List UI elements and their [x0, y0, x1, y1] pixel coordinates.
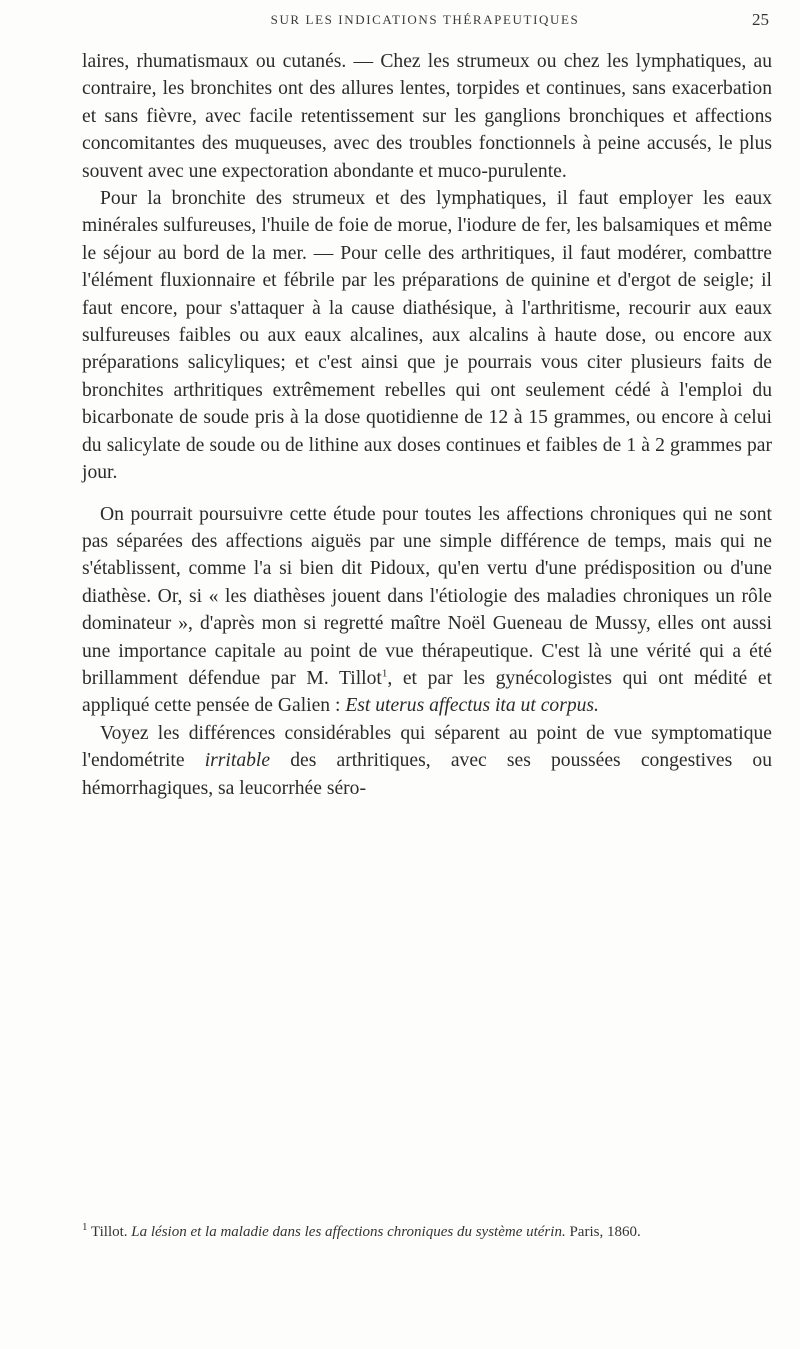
running-head: SUR LES INDICATIONS THÉRAPEUTIQUES — [270, 12, 580, 27]
footnote-marker: 1 — [82, 1221, 88, 1233]
footnote-title: La lésion et la maladie dans les affections chroniques du système utérin. — [131, 1224, 566, 1240]
paragraph-4-text-cont: des arthritiques, avec ses poussées congestives ou hémorrhagiques, sa leucorrhée séro- — [82, 750, 773, 799]
body-text — [82, 48, 772, 802]
paragraph-4-text: Voyez les différences considérables qui séparent au point de vue symptomatique l'endométrite — [82, 722, 772, 772]
paragraph-3-text-cont: , et par les gynécologistes qui ont médité et appliqué cette pensée de Galien : — [82, 667, 772, 717]
paragraph-1: laires, rhumatismaux ou cutanés. — Chez les strumeux ou chez les lymphatiques, au contraire, les bronchites ont des allures lentes, torpides et continues, sans exacerbation et sans fièvre, avec facile retentissement sur les ganglions bronchiques et affections concomitantes des muqueuses, avec des troubles fonctionnels à peine accusés, le plus souvent avec une expectoration abondante et muco-purulente. — [82, 51, 772, 182]
page-number: 25 — [752, 10, 769, 29]
paragraph-4-italic: irritable — [204, 750, 271, 772]
footnote-author: Tillot. — [87, 1224, 132, 1240]
paragraph-3-text: On pourrait poursuivre cette étude pour toutes les affections chroniques qui ne sont pas séparées des affections aiguës par une simple différence de temps, mais qui ne s'établissent, comme l'a si bien dit Pidoux, qu'en vertu d'une prédisposition ou d'une diathèse. Or, si « les diathèses jouent dans l'étiologie des maladies chroniques un rôle dominateur », d'après mon si regretté maître Noël Gueneau de Mussy, elles ont aussi une importance capitale au point de vue thérapeutique. C'est là une vérité qui a été brillamment défendue par M. Tillot — [82, 503, 772, 689]
footnote-reference: 1 — [381, 667, 388, 680]
paragraph-4 — [82, 720, 772, 802]
footnote-imprint: Paris, 1860. — [565, 1224, 641, 1240]
paragraph-2: Pour la bronchite des strumeux et des lymphatiques, il faut employer les eaux minérales sulfureuses, l'huile de foie de morue, l'iodure de fer, les balsamiques et même le séjour au bord de la mer. — Pour celle des arthritiques, il faut modérer, combattre l'élément fluxionnaire et fébrile par les préparations de quinine et d'ergot de seigle; il faut encore, pour s'attaquer à la cause diathésique, à l'arthritisme, recourir aux eaux sulfureuses faibles ou aux eaux alcalines, aux alcalins à haute dose, ou encore aux préparations salicyliques; et c'est ainsi que je pourrais vous citer plusieurs faits de bronchites arthritiques extrêmement rebelles qui ont seulement cédé à l'emploi du bicarbonate de soude pris à la dose quotidienne de 12 à 15 grammes, ou encore à celui du salicylate de soude ou de lithine aux doses continues et faibles de 1 à 2 grammes par jour. — [82, 188, 772, 484]
footnote — [82, 1222, 772, 1242]
latin-quotation: Est uterus affectus ita ut corpus. — [345, 695, 599, 717]
paragraph-3 — [82, 501, 772, 720]
